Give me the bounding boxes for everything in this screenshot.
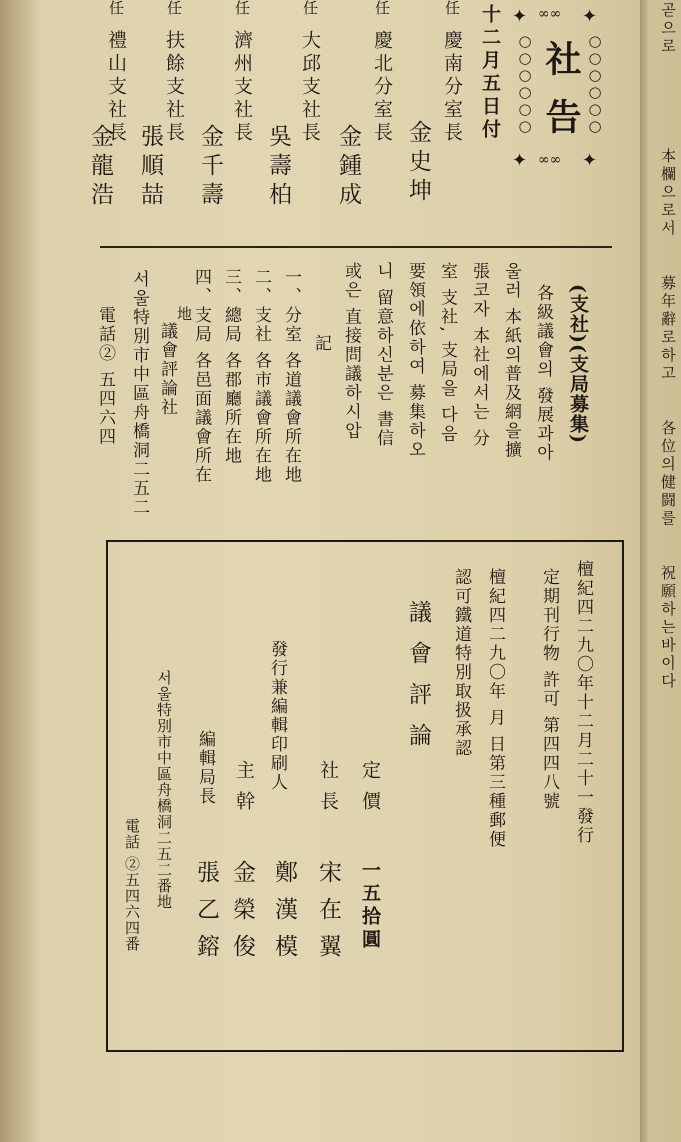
colophon-rail-permit: 認可鐵道特別取扱承認 <box>451 568 471 758</box>
recruitment-heading: (支社)(支局募集) <box>567 284 589 444</box>
appointment-name-2: 金鍾成 <box>335 124 361 211</box>
contact-address: 서울特別市中區舟橋洞二五二 <box>129 270 149 517</box>
bureau-chief-label: 編輯局長 <box>195 730 215 806</box>
recruitment-body-line-3: 張코자 本社에서는 分 <box>469 262 489 448</box>
colophon-permit: 定期刊行物 許可 第四四八號 <box>539 568 559 811</box>
recruitment-body-line-1: 各級議會의 發展과아 <box>533 284 553 463</box>
colophon-mail-permit: 檀紀四二九〇年 月 日第三種郵便 <box>485 568 505 849</box>
appointment-marker: 任 <box>301 0 319 16</box>
binding-gutter <box>640 0 648 1142</box>
appointment-marker: 任 <box>443 0 461 16</box>
appointment-office-4: 濟州支社長 <box>231 30 253 145</box>
publisher-label: 發行兼編輯印刷人 <box>267 640 287 792</box>
price-value: 一五拾圓 <box>359 860 381 952</box>
appointment-name-1: 金史坤 <box>405 120 431 207</box>
colophon-issue-date: 檀紀四二九〇年十二月二十一發行 <box>573 560 593 845</box>
chief-editor-name: 金榮俊 <box>229 860 255 971</box>
contact-org: 議會評論社 <box>157 322 177 417</box>
appointment-name-3: 吳壽柏 <box>265 124 291 211</box>
recruitment-item-4-cont: 地 <box>175 306 193 322</box>
appointment-marker: 任 <box>373 0 391 16</box>
recruitment-body-line-5: 要領에依하여 募集하오 <box>405 262 425 460</box>
publisher-phone: 電話 ②五四六四番 <box>123 818 141 952</box>
recruitment-item-3: 三、總局 各郡廳所在地 <box>221 268 241 466</box>
price-label: 定價 <box>359 760 381 822</box>
recruitment-body-line-4: 室 支社, 支局을 다음 <box>437 262 457 444</box>
margin-right-line-5: 祝願하는바이다 <box>659 565 677 691</box>
recruitment-item-4: 四、支局 各邑面議會所在 <box>191 268 211 485</box>
star-ornament-icon: ✦ <box>582 150 598 171</box>
appointment-marker: 任 <box>107 0 125 16</box>
appointment-office-3: 大邱支社長 <box>299 30 321 145</box>
bureau-chief-name: 張乙鎔 <box>193 860 219 971</box>
recruitment-item-1: 一、分室 各道議會所在地 <box>281 268 301 485</box>
appointment-office-1: 慶南分室長 <box>441 30 463 145</box>
section-divider <box>100 246 612 248</box>
appointment-name-5: 張順喆 <box>137 124 163 211</box>
star-ornament-icon: ✦ <box>582 6 598 27</box>
chain-ornament-icon: ○○○○○○ <box>516 32 534 134</box>
page-edge-shadow <box>0 0 40 1142</box>
chain-ornament-icon: ∞∞ <box>538 6 562 22</box>
margin-right-line-2: 本欄으로서 <box>659 148 677 238</box>
chief-editor-label: 主幹 <box>233 760 255 822</box>
publisher-address: 서울特別市中區舟橋洞二五二番地 <box>155 670 173 910</box>
publisher-name: 鄭漢模 <box>271 860 297 971</box>
appointment-marker: 任 <box>165 0 183 16</box>
notice-title: 社告 <box>540 40 582 156</box>
president-name: 宋在翼 <box>315 860 341 971</box>
margin-right-line-3: 募年辭로하고 <box>659 275 677 383</box>
recruitment-body-line-6: 니 留意하신분은 書信 <box>373 262 393 448</box>
appointment-marker: 任 <box>233 0 251 16</box>
appointment-office-6: 禮山支社長 <box>105 30 127 145</box>
appointment-office-2: 慶北分室長 <box>371 30 393 145</box>
recruitment-body-line-7: 或은 直接問議하시압 <box>341 262 361 441</box>
notes-label: 記 <box>311 334 331 353</box>
notice-date: 十二月五日付 <box>479 4 501 142</box>
president-label: 社長 <box>317 760 339 822</box>
appointment-office-5: 扶餘支社長 <box>163 30 185 145</box>
chain-ornament-icon: ∞∞ <box>538 152 562 168</box>
magazine-title: 議會評論 <box>405 600 431 764</box>
contact-phone: 電話② 五四六四 <box>95 306 115 447</box>
star-ornament-icon: ✦ <box>512 150 528 171</box>
recruitment-item-2: 二、支社 各市議會所在地 <box>251 268 271 485</box>
star-ornament-icon: ✦ <box>512 6 528 27</box>
margin-right-line-1: 곧으로 <box>659 2 677 56</box>
chain-ornament-icon: ○○○○○○ <box>586 32 604 134</box>
appointment-name-4: 金千壽 <box>197 124 223 211</box>
recruitment-body-line-2: 울러 本紙의普及網을擴 <box>501 262 521 460</box>
margin-right-line-4: 各位의健闘를 <box>659 420 677 528</box>
appointment-name-6: 金龍浩 <box>87 124 113 211</box>
